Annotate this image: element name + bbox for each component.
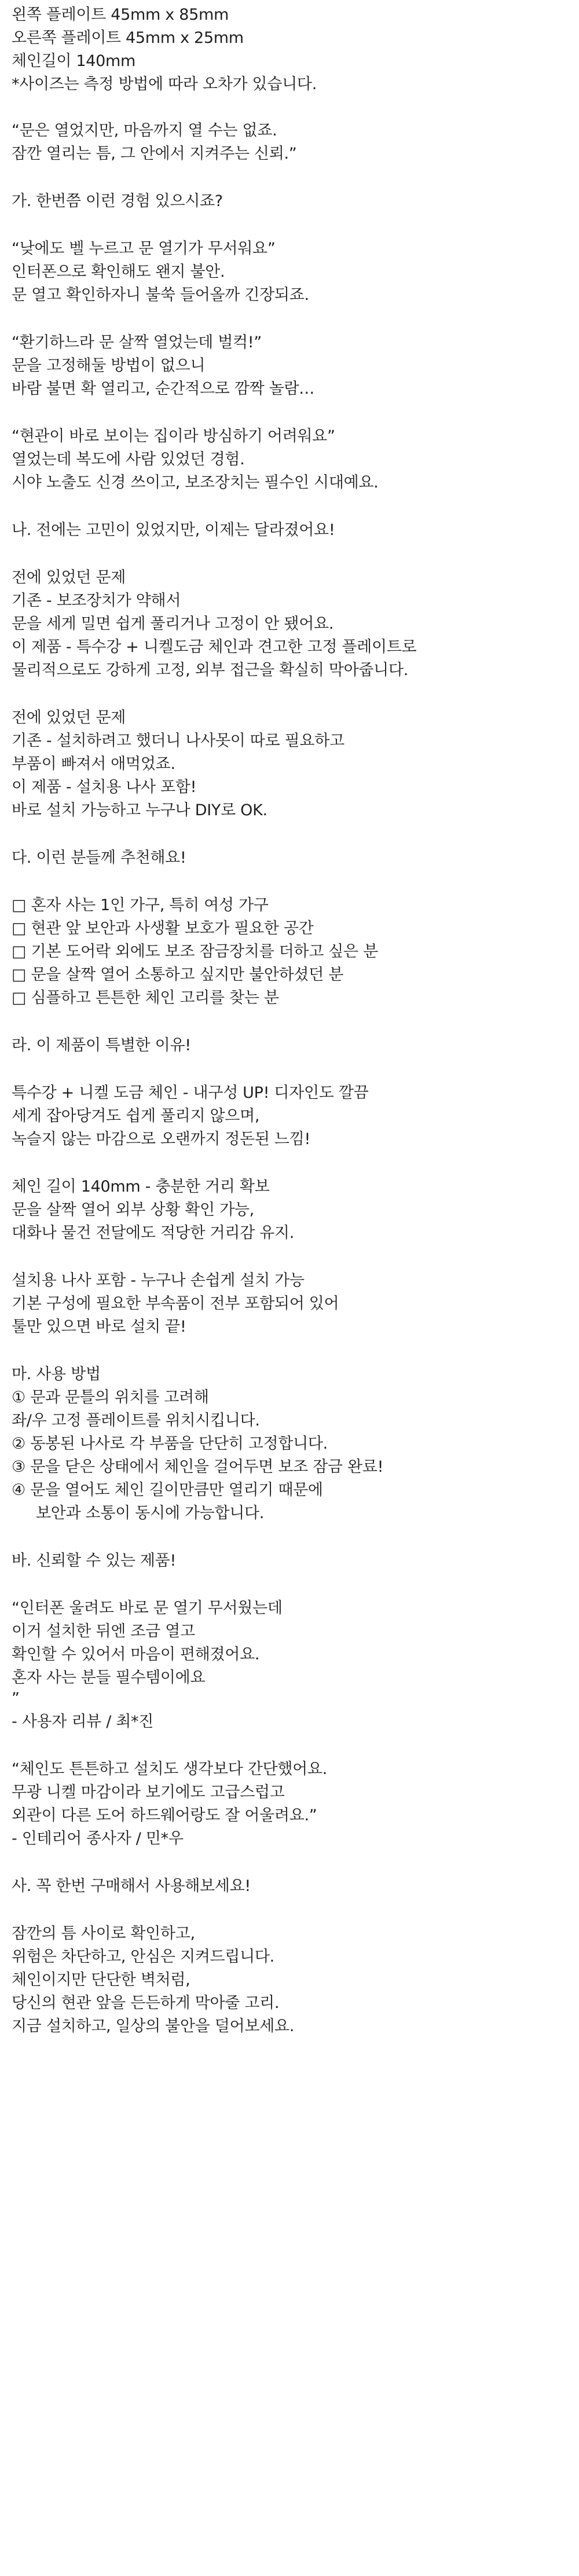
text-line: “환기하느라 문 살짝 열었는데 벌컥!” [12, 334, 262, 351]
text-line: ③ 문을 닫은 상태에서 체인을 걸어두면 보조 잠금 완료! [12, 1458, 384, 1476]
text-line: 설치용 나사 포함 - 누구나 손쉽게 설치 가능 [12, 1271, 305, 1289]
text-line: □ 문을 살짝 열어 소통하고 싶지만 불안하셨던 분 [12, 966, 344, 984]
text-line: 전에 있었던 문제 [12, 569, 126, 587]
text-line: 인터폰으로 확인해도 왠지 불안. [12, 263, 225, 281]
text-line: 바. 신뢰할 수 있는 제품! [12, 1552, 176, 1570]
text-line: 오른쪽 플레이트 45mm x 25mm [12, 29, 244, 47]
text-line: ① 문과 문틀의 위치를 고려해 [12, 1388, 209, 1406]
text-line: *사이즈는 측정 방법에 따라 오차가 있습니다. [12, 75, 317, 93]
text-line: 열었는데 복도에 사람 있었던 경험. [12, 450, 245, 468]
text-line: - 사용자 리뷰 / 최*진 [12, 1713, 154, 1731]
text-line: 이거 설치한 뒤엔 조금 열고 [12, 1622, 195, 1640]
text-line: 체인길이 140mm [12, 52, 136, 70]
text-line: “현관이 바로 보이는 집이라 방심하기 어려워요” [12, 427, 335, 445]
text-line: 왼쪽 플레이트 45mm x 85mm [12, 6, 229, 24]
text-line: □ 기본 도어락 외에도 보조 잠금장치를 더하고 싶은 분 [12, 943, 378, 961]
text-line: “인터폰 울려도 바로 문 열기 무서웠는데 [12, 1599, 283, 1617]
text-line: 체인 길이 140mm - 충분한 거리 확보 [12, 1178, 270, 1196]
text-line: 시야 노출도 신경 쓰이고, 보조장치는 필수인 시대예요. [12, 474, 379, 492]
text-line: 라. 이 제품이 특별한 이유! [12, 1036, 191, 1054]
text-line: ” [12, 1690, 20, 1707]
text-line: 이 제품 - 특수강 + 니켈도금 체인과 견고한 고정 플레이트로 [12, 638, 417, 656]
text-line: □ 심플하고 튼튼한 체인 고리를 찾는 분 [12, 989, 279, 1007]
text-line: 위험은 차단하고, 안심은 지켜드립니다. [12, 1948, 274, 1966]
text-line: 확인할 수 있어서 마음이 편해졌어요. [12, 1646, 260, 1663]
text-line: 세게 잡아당겨도 쉽게 풀리지 않으며, [12, 1107, 260, 1125]
text-line: □ 현관 앞 보안과 사생활 보호가 필요한 공간 [12, 919, 314, 937]
text-line: 나. 전에는 고민이 있었지만, 이제는 달라졌어요! [12, 521, 335, 539]
text-line: 기본 구성에 필요한 부속품이 전부 포함되어 있어 [12, 1295, 339, 1313]
text-line: 기존 - 보조장치가 약해서 [12, 592, 181, 610]
text-line: “낮에도 벨 누르고 문 열기가 무서워요” [12, 240, 276, 258]
text-line: 문을 세게 밀면 쉽게 풀리거나 고정이 안 됐어요. [12, 615, 334, 633]
text-line: 혼자 사는 분들 필수템이에요 [12, 1669, 206, 1687]
text-line: □ 혼자 사는 1인 가구, 특히 여성 가구 [12, 896, 269, 914]
text-line: 바람 불면 확 열리고, 순간적으로 깜짝 놀람… [12, 380, 314, 398]
text-line: 체인이지만 단단한 벽처럼, [12, 1971, 190, 1989]
text-line: 마. 사용 방법 [12, 1365, 101, 1383]
text-line: 지금 설치하고, 일상의 불안을 덜어보세요. [12, 2017, 294, 2035]
text-line: ② 동봉된 나사로 각 부품을 단단히 고정합니다. [12, 1435, 328, 1453]
text-line: 물리적으로도 강하게 고정, 외부 접근을 확실히 막아줍니다. [12, 661, 409, 679]
text-line: - 인테리어 종사자 / 민*우 [12, 1830, 184, 1848]
text-line: 가. 한번쯤 이런 경험 있으시죠? [12, 192, 223, 210]
text-line: 당신의 현관 앞을 든든하게 막아줄 고리. [12, 1994, 280, 2012]
text-line: 잠깐 열리는 틈, 그 안에서 지켜주는 신뢰.” [12, 145, 297, 163]
text-line: 부품이 빠져서 애먹었죠. [12, 755, 175, 773]
text-line: 전에 있었던 문제 [12, 709, 126, 727]
text-line: 잠깐의 틈 사이로 확인하고, [12, 1925, 195, 1943]
text-line: 바로 설치 가능하고 누구나 DIY로 OK. [12, 801, 267, 819]
text-line: 대화나 물건 전달에도 적당한 거리감 유지. [12, 1224, 294, 1242]
text-line: 이 제품 - 설치용 나사 포함! [12, 778, 197, 796]
text-line: 문을 살짝 열어 외부 상황 확인 가능, [12, 1201, 254, 1219]
text-line: “체인도 튼튼하고 설치도 생각보다 간단했어요. [12, 1760, 327, 1778]
text-line: 다. 이런 분들께 추천해요! [12, 849, 186, 867]
text-line: 좌/우 고정 플레이트를 위치시킵니다. [12, 1412, 260, 1430]
text-line: “문은 열었지만, 마음까지 열 수는 없죠. [12, 122, 277, 140]
text-line: 특수강 + 니켈 도금 체인 - 내구성 UP! 디자인도 깔끔 [12, 1084, 369, 1102]
text-line: 기존 - 설치하려고 했더니 나사못이 따로 필요하고 [12, 732, 345, 750]
text-line: 외관이 다른 도어 하드웨어랑도 잘 어울려요.” [12, 1807, 317, 1824]
text-line: 무광 니켈 마감이라 보기에도 고급스럽고 [12, 1783, 285, 1801]
text-line: 녹슬지 않는 마감으로 오랜까지 정돈된 느낌! [12, 1130, 311, 1148]
text-line: ④ 문을 열어도 체인 길이만큼만 열리기 때문에 [12, 1481, 323, 1499]
text-line: 툴만 있으면 바로 설치 끝! [12, 1318, 186, 1336]
text-line: 문 열고 확인하자니 불쑥 들어올까 긴장되죠. [12, 286, 309, 304]
text-line: 문을 고정해둘 방법이 없으니 [12, 357, 206, 375]
text-line: 사. 꼭 한번 구매해서 사용해보세요! [12, 1877, 251, 1895]
text-line: 보안과 소통이 동시에 가능합니다. [36, 1504, 265, 1522]
